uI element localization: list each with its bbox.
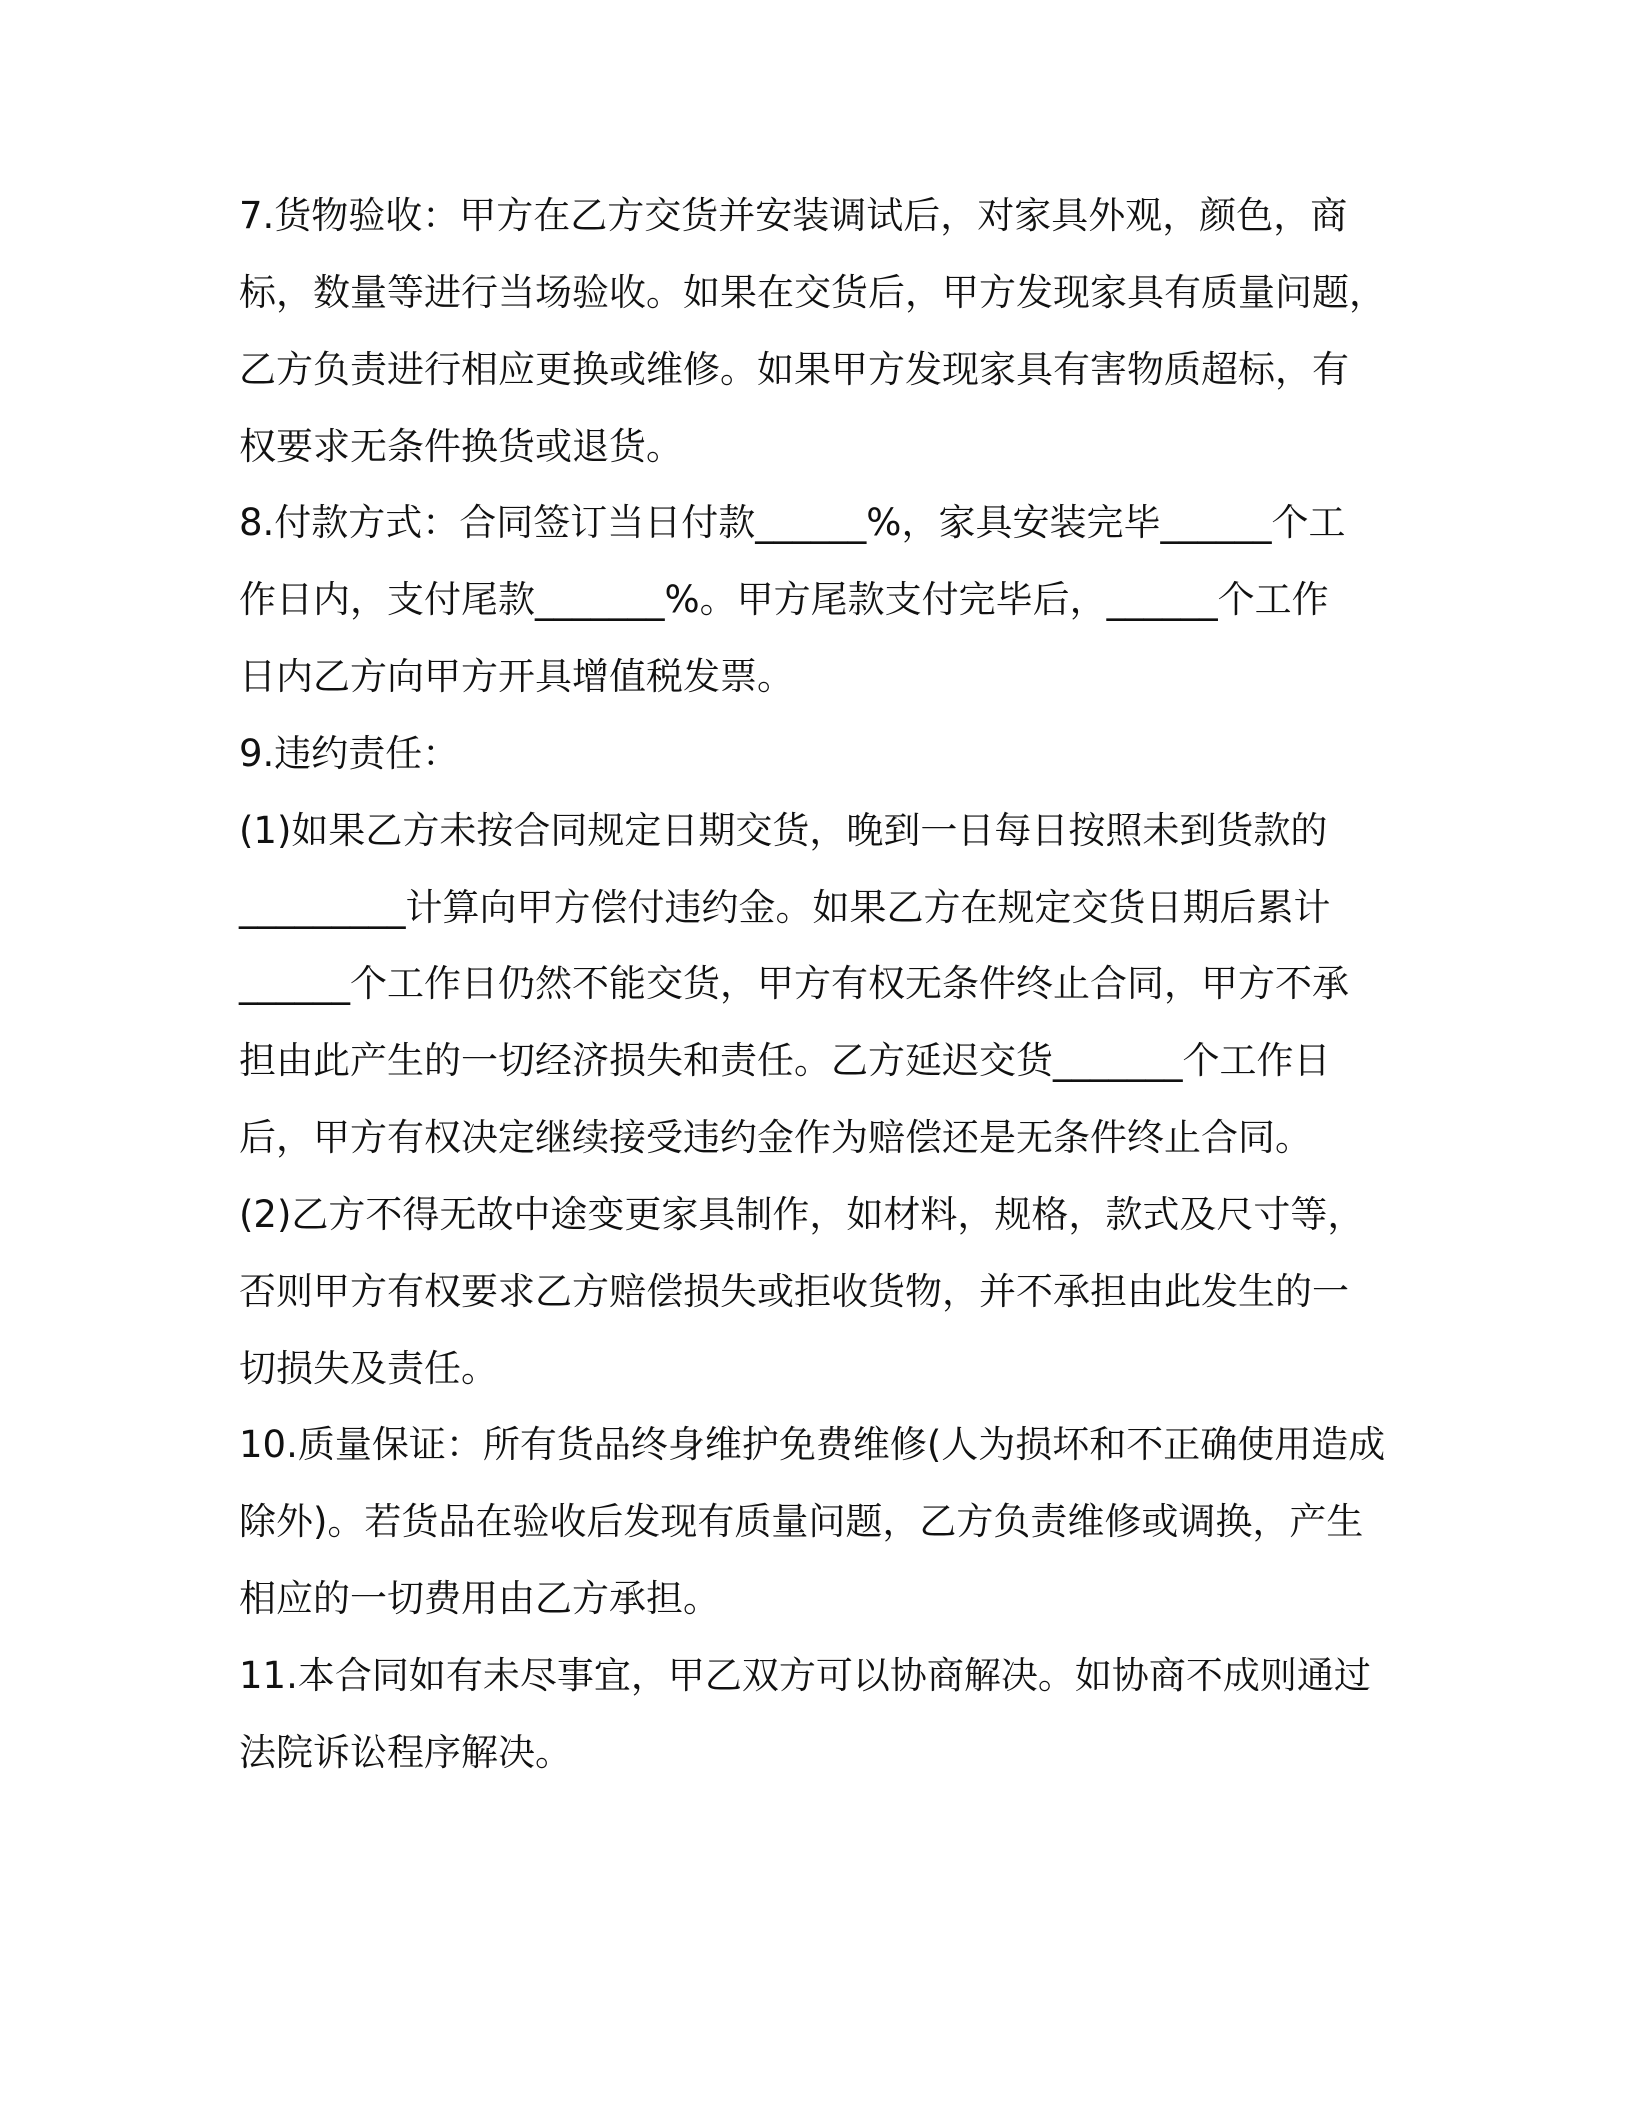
clause-11-line-1: 11.本合同如有未尽事宜，甲乙双方可以协商解决。如协商不成则通过	[239, 1654, 1371, 1697]
clause-9-1-line-3: ______个工作日仍然不能交货，甲方有权无条件终止合同，甲方不承	[239, 962, 1349, 1005]
clause-11-line-2: 法院诉讼程序解决。	[239, 1731, 572, 1774]
clause-9-heading: 9.违约责任：	[239, 732, 460, 775]
clause-9-2-line-1: (2)乙方不得无故中途变更家具制作，如材料，规格，款式及尺寸等，	[239, 1193, 1365, 1236]
clause-9-1-line-2: _________计算向甲方偿付违约金。如果乙方在规定交货日期后累计	[239, 886, 1331, 929]
clause-10-line-2: 除外)。若货品在验收后发现有质量问题，乙方负责维修或调换，产生	[239, 1500, 1364, 1543]
clause-9-1-line-1: (1)如果乙方未按合同规定日期交货，晚到一日每日按照未到货款的	[239, 809, 1328, 852]
clause-7-line-2: 标，数量等进行当场验收。如果在交货后，甲方发现家具有质量问题，	[239, 271, 1386, 314]
clause-7-line-1: 7.货物验收：甲方在乙方交货并安装调试后，对家具外观，颜色，商	[239, 194, 1348, 237]
clause-10-line-3: 相应的一切费用由乙方承担。	[239, 1577, 720, 1620]
clause-8-line-3: 日内乙方向甲方开具增值税发票。	[239, 655, 794, 698]
clause-8-line-2: 作日内，支付尾款_______%。甲方尾款支付完毕后，______个工作	[239, 578, 1329, 621]
clause-7-line-4: 权要求无条件换货或退货。	[239, 425, 683, 468]
clause-9-1-line-5: 后，甲方有权决定继续接受违约金作为赔偿还是无条件终止合同。	[239, 1116, 1312, 1159]
clause-7-line-3: 乙方负责进行相应更换或维修。如果甲方发现家具有害物质超标，有	[239, 348, 1349, 391]
clause-8-line-1: 8.付款方式：合同签订当日付款______%，家具安装完毕______个工	[239, 501, 1346, 544]
clause-9-2-line-3: 切损失及责任。	[239, 1347, 498, 1390]
clause-9-1-line-4: 担由此产生的一切经济损失和责任。乙方延迟交货_______个工作日	[239, 1039, 1331, 1082]
clause-10-line-1: 10.质量保证：所有货品终身维护免费维修(人为损坏和不正确使用造成	[239, 1423, 1386, 1466]
clause-9-2-line-2: 否则甲方有权要求乙方赔偿损失或拒收货物，并不承担由此发生的一	[239, 1270, 1349, 1313]
